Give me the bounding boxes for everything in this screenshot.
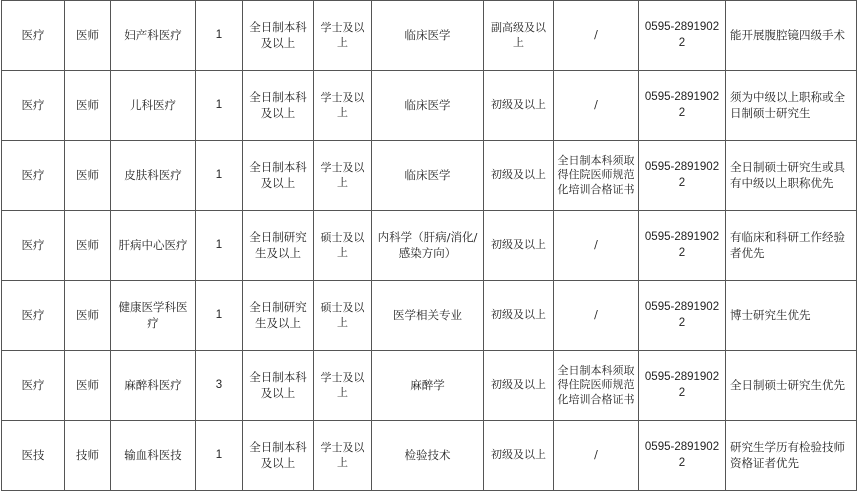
cell-education: 全日制研究生及以上 bbox=[243, 281, 314, 351]
cell-category: 医技 bbox=[2, 421, 65, 491]
cell-note: 有临床和科研工作经验者优先 bbox=[726, 211, 857, 281]
cell-phone: 0595-28919022 bbox=[639, 421, 726, 491]
cell-count: 1 bbox=[196, 281, 243, 351]
cell-phone: 0595-28919022 bbox=[639, 351, 726, 421]
cell-major: 临床医学 bbox=[372, 141, 484, 211]
cell-degree: 学士及以上 bbox=[314, 1, 372, 71]
cell-title: 初级及以上 bbox=[484, 211, 554, 281]
cell-count: 3 bbox=[196, 351, 243, 421]
cell-dept: 儿科医疗 bbox=[111, 71, 196, 141]
cell-post: 医师 bbox=[65, 351, 111, 421]
cell-education: 全日制本科及以上 bbox=[243, 421, 314, 491]
cell-other: / bbox=[554, 281, 639, 351]
table-row bbox=[2, 71, 857, 141]
cell-count: 1 bbox=[196, 1, 243, 71]
cell-degree: 学士及以上 bbox=[314, 351, 372, 421]
cell-count: 1 bbox=[196, 141, 243, 211]
cell-other: 全日制本科须取得住院医师规范化培训合格证书 bbox=[554, 141, 639, 211]
cell-education: 全日制本科及以上 bbox=[243, 1, 314, 71]
cell-major: 麻醉学 bbox=[372, 351, 484, 421]
cell-post: 医师 bbox=[65, 141, 111, 211]
cell-degree: 硕士及以上 bbox=[314, 281, 372, 351]
table-row bbox=[2, 421, 857, 491]
cell-other: / bbox=[554, 211, 639, 281]
cell-dept: 妇产科医疗 bbox=[111, 1, 196, 71]
cell-education: 全日制研究生及以上 bbox=[243, 211, 314, 281]
cell-major: 检验技术 bbox=[372, 421, 484, 491]
cell-count: 1 bbox=[196, 211, 243, 281]
cell-title: 初级及以上 bbox=[484, 421, 554, 491]
cell-degree: 硕士及以上 bbox=[314, 211, 372, 281]
cell-degree: 学士及以上 bbox=[314, 141, 372, 211]
cell-phone: 0595-28919022 bbox=[639, 281, 726, 351]
cell-category: 医疗 bbox=[2, 281, 65, 351]
cell-post: 技师 bbox=[65, 421, 111, 491]
recruitment-table bbox=[1, 0, 857, 491]
cell-phone: 0595-28919022 bbox=[639, 141, 726, 211]
table-row bbox=[2, 351, 857, 421]
cell-note: 须为中级以上职称或全日制硕士研究生 bbox=[726, 71, 857, 141]
cell-note: 全日制硕士研究生优先 bbox=[726, 351, 857, 421]
cell-degree: 学士及以上 bbox=[314, 421, 372, 491]
cell-note: 能开展腹腔镜四级手术 bbox=[726, 1, 857, 71]
cell-other: / bbox=[554, 1, 639, 71]
cell-major: 医学相关专业 bbox=[372, 281, 484, 351]
cell-degree: 学士及以上 bbox=[314, 71, 372, 141]
cell-title: 初级及以上 bbox=[484, 71, 554, 141]
cell-dept: 肝病中心医疗 bbox=[111, 211, 196, 281]
cell-category: 医疗 bbox=[2, 351, 65, 421]
cell-title: 初级及以上 bbox=[484, 141, 554, 211]
cell-other: / bbox=[554, 71, 639, 141]
cell-category: 医疗 bbox=[2, 211, 65, 281]
cell-title: 副高级及以上 bbox=[484, 1, 554, 71]
cell-post: 医师 bbox=[65, 281, 111, 351]
table-body bbox=[2, 1, 857, 491]
cell-major: 内科学（肝病/消化/感染方向） bbox=[372, 211, 484, 281]
cell-dept: 健康医学科医疗 bbox=[111, 281, 196, 351]
table-row bbox=[2, 1, 857, 71]
cell-note: 全日制硕士研究生或具有中级以上职称优先 bbox=[726, 141, 857, 211]
cell-count: 1 bbox=[196, 71, 243, 141]
cell-education: 全日制本科及以上 bbox=[243, 141, 314, 211]
cell-phone: 0595-28919022 bbox=[639, 1, 726, 71]
cell-education: 全日制本科及以上 bbox=[243, 71, 314, 141]
cell-category: 医疗 bbox=[2, 141, 65, 211]
cell-dept: 皮肤科医疗 bbox=[111, 141, 196, 211]
cell-note: 研究生学历有检验技师资格证者优先 bbox=[726, 421, 857, 491]
table-row bbox=[2, 281, 857, 351]
cell-post: 医师 bbox=[65, 211, 111, 281]
cell-title: 初级及以上 bbox=[484, 351, 554, 421]
table-row bbox=[2, 211, 857, 281]
cell-phone: 0595-28919022 bbox=[639, 211, 726, 281]
cell-other: / bbox=[554, 421, 639, 491]
cell-note: 博士研究生优先 bbox=[726, 281, 857, 351]
cell-dept: 输血科医技 bbox=[111, 421, 196, 491]
cell-count: 1 bbox=[196, 421, 243, 491]
cell-title: 初级及以上 bbox=[484, 281, 554, 351]
cell-phone: 0595-28919022 bbox=[639, 71, 726, 141]
cell-post: 医师 bbox=[65, 1, 111, 71]
cell-other: 全日制本科须取得住院医师规范化培训合格证书 bbox=[554, 351, 639, 421]
cell-major: 临床医学 bbox=[372, 1, 484, 71]
cell-category: 医疗 bbox=[2, 1, 65, 71]
cell-major: 临床医学 bbox=[372, 71, 484, 141]
cell-post: 医师 bbox=[65, 71, 111, 141]
cell-education: 全日制本科及以上 bbox=[243, 351, 314, 421]
cell-dept: 麻醉科医疗 bbox=[111, 351, 196, 421]
cell-category: 医疗 bbox=[2, 71, 65, 141]
table-row bbox=[2, 141, 857, 211]
